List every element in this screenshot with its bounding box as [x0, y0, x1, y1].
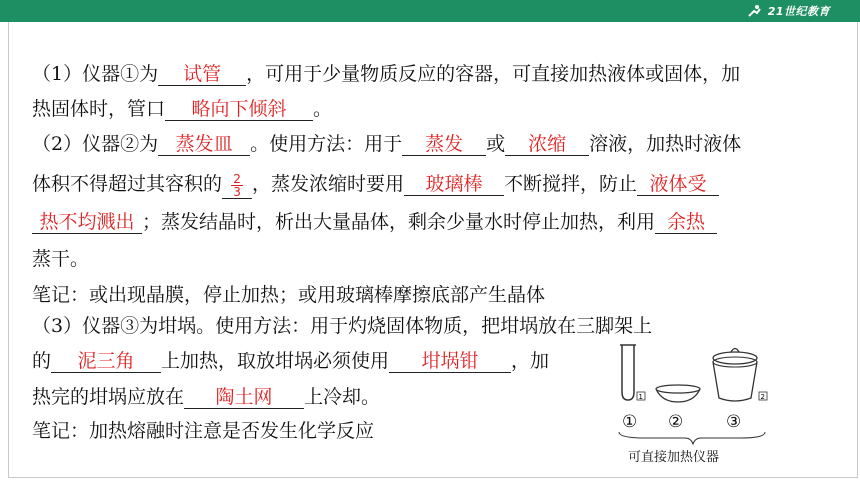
text: 上冷却。	[304, 386, 381, 408]
tag-2: 2	[760, 393, 765, 401]
header-bar	[0, 0, 860, 22]
text: 溶液，加热时液体	[589, 133, 742, 155]
answer-blank: 浓缩	[505, 133, 589, 156]
fraction	[231, 173, 243, 198]
s2-line1	[32, 132, 741, 156]
answer-blank: 略向下倾斜	[165, 98, 313, 121]
label-3: ③	[726, 412, 742, 432]
text: ，蒸发浓缩时要用	[252, 173, 405, 195]
tag-1: 1	[638, 393, 643, 401]
answer-blank: 泥三角	[51, 350, 161, 373]
text: 热完的坩埚应放在	[32, 386, 185, 408]
brace-icon	[619, 432, 765, 444]
s1-line1	[32, 62, 740, 86]
text: 不断搅拌，防止	[504, 173, 638, 195]
site-logo	[746, 3, 830, 19]
text: 的	[32, 350, 52, 372]
s2-line2	[32, 172, 719, 199]
s3-line1: （3）仪器③为坩埚。使用方法：用于灼烧固体物质，把坩埚放在三脚架上	[32, 315, 653, 337]
answer-blank: 余热	[655, 211, 717, 234]
s3-line3	[32, 385, 380, 409]
evaporating-dish-icon	[656, 385, 700, 402]
fraction-denominator: 3	[233, 184, 241, 199]
text: 热固体时，管口	[32, 98, 166, 120]
answer-blank: 试管	[158, 63, 246, 86]
crucible-icon	[713, 349, 757, 402]
answer-blank: 蒸发	[402, 133, 486, 156]
answer-blank: 液体受	[637, 173, 719, 196]
fraction-numerator: 2	[233, 171, 241, 186]
text: 。	[313, 98, 333, 120]
s3-note: 笔记：加热熔融时注意是否发生化学反应	[32, 420, 375, 442]
text: 或	[486, 133, 506, 155]
test-tube-icon	[620, 345, 636, 400]
s2-line3	[32, 210, 717, 234]
text: （1）仪器①为	[32, 63, 159, 85]
figure-caption: 可直接加热仪器	[628, 450, 720, 465]
answer-blank: 玻璃棒	[404, 173, 504, 196]
text: ，可用于少量物质反应的容器，可直接加热液体或固体，加	[246, 63, 741, 85]
answer-blank: 热不均溅出	[32, 211, 142, 234]
s2-note: 笔记：或出现晶膜，停止加热；或用玻璃棒摩擦底部产生晶体	[32, 284, 546, 306]
label-1: ①	[622, 412, 638, 432]
fraction-blank	[222, 173, 252, 199]
answer-blank: 坩埚钳	[389, 350, 511, 373]
text: ，加	[511, 350, 550, 372]
s1-line2	[32, 97, 332, 121]
answer-blank: 蒸发皿	[158, 133, 250, 156]
text: （2）仪器②为	[32, 133, 159, 155]
text: 上加热，取放坩埚必须使用	[161, 350, 390, 372]
logo-text: 21世纪教育	[767, 5, 830, 18]
text: 体积不得超过其容积的	[32, 173, 223, 195]
s2-line4: 蒸干。	[32, 248, 90, 270]
answer-blank: 陶土网	[184, 386, 304, 409]
runner-logo-icon	[746, 4, 764, 18]
label-2: ②	[668, 412, 684, 432]
text: 。使用方法：用于	[250, 133, 403, 155]
s3-line2	[32, 349, 549, 373]
text: ；蒸发结晶时，析出大量晶体，剩余少量水时停止加热，利用	[142, 211, 656, 233]
